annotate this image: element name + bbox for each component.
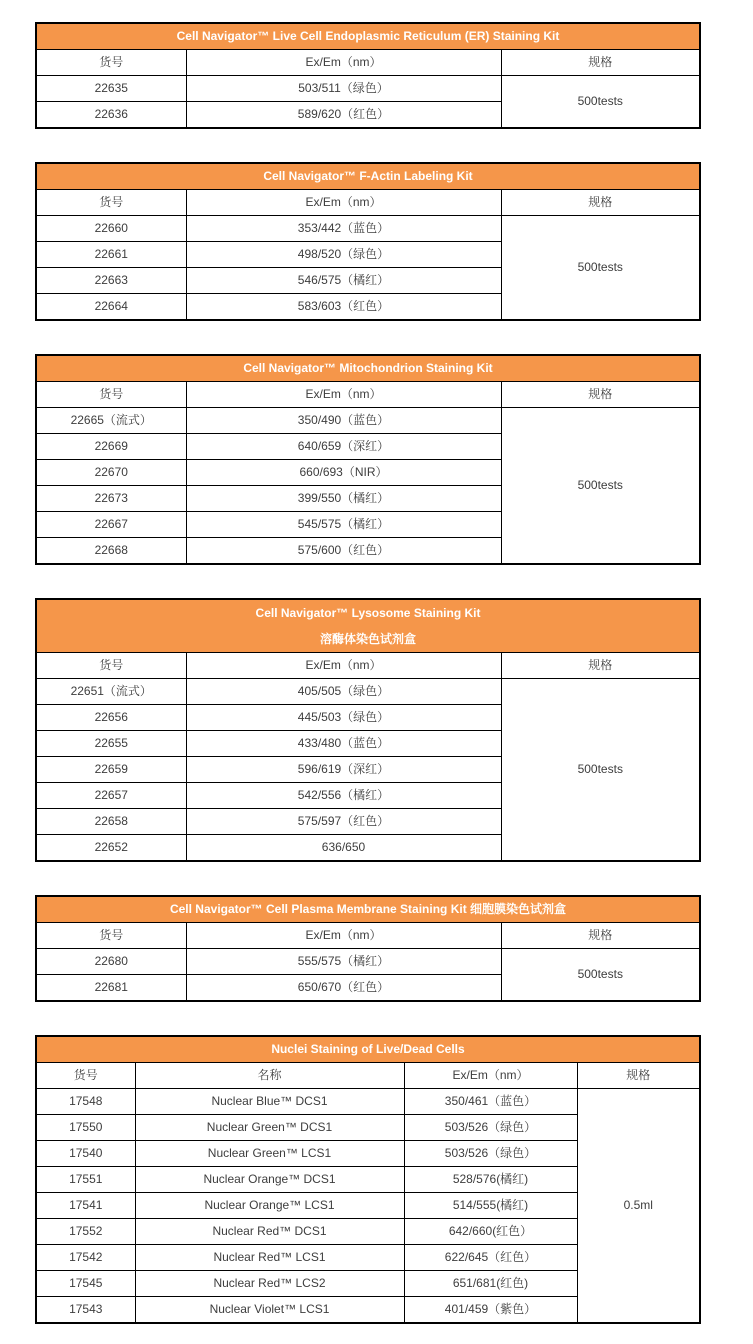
catalog-number-cell: 22670 — [36, 460, 186, 486]
column-header-catalog: 货号 — [36, 50, 186, 76]
catalog-number-cell: 22652 — [36, 835, 186, 862]
product-name-cell: Nuclear Violet™ LCS1 — [135, 1297, 404, 1324]
exem-cell: 528/576(橘红) — [404, 1167, 577, 1193]
spec-cell: 500tests — [501, 76, 700, 129]
column-header-spec: 规格 — [501, 653, 700, 679]
exem-cell: 350/490（蓝色） — [186, 408, 501, 434]
spec-cell: 500tests — [501, 949, 700, 1002]
table-title-bar — [36, 599, 700, 653]
column-header-row — [36, 50, 700, 76]
catalog-number-cell: 22665（流式） — [36, 408, 186, 434]
column-header-spec: 规格 — [501, 923, 700, 949]
column-header-spec: 规格 — [501, 50, 700, 76]
table-nuclei-staining-live-dead — [35, 1035, 701, 1324]
table-title-bar: Cell Navigator™ Cell Plasma Membrane Staining Kit 细胞膜染色试剂盒 — [36, 896, 700, 923]
exem-cell: 651/681(红色) — [404, 1271, 577, 1297]
exem-cell: 583/603（红色） — [186, 294, 501, 321]
catalog-number-cell: 17540 — [36, 1141, 135, 1167]
product-name-cell: Nuclear Red™ LCS2 — [135, 1271, 404, 1297]
catalog-number-cell: 22659 — [36, 757, 186, 783]
table-factin-labeling-kit — [35, 162, 701, 321]
exem-cell: 636/650 — [186, 835, 501, 862]
column-header-row — [36, 190, 700, 216]
catalog-number-cell: 22651（流式） — [36, 679, 186, 705]
column-header-exem: Ex/Em（nm） — [186, 50, 501, 76]
spec-cell: 500tests — [501, 216, 700, 321]
exem-cell: 503/526（绿色） — [404, 1115, 577, 1141]
exem-cell: 503/526（绿色） — [404, 1141, 577, 1167]
table-row — [36, 949, 700, 975]
exem-cell: 445/503（绿色） — [186, 705, 501, 731]
exem-cell: 514/555(橘红) — [404, 1193, 577, 1219]
catalog-number-cell: 22658 — [36, 809, 186, 835]
column-header-exem: Ex/Em（nm） — [186, 190, 501, 216]
catalog-number-cell: 22657 — [36, 783, 186, 809]
exem-cell: 622/645（红色） — [404, 1245, 577, 1271]
table-row — [36, 1089, 700, 1115]
column-header-exem: Ex/Em（nm） — [186, 653, 501, 679]
column-header-exem: Ex/Em（nm） — [404, 1063, 577, 1089]
exem-cell: 642/660(红色） — [404, 1219, 577, 1245]
table-row — [36, 679, 700, 705]
exem-cell: 546/575（橘红） — [186, 268, 501, 294]
column-header-row — [36, 1063, 700, 1089]
spec-cell: 500tests — [501, 679, 700, 862]
column-header-name: 名称 — [135, 1063, 404, 1089]
exem-cell: 542/556（橘红） — [186, 783, 501, 809]
catalog-number-cell: 17542 — [36, 1245, 135, 1271]
exem-cell: 555/575（橘红） — [186, 949, 501, 975]
column-header-catalog: 货号 — [36, 190, 186, 216]
exem-cell: 350/461（蓝色） — [404, 1089, 577, 1115]
column-header-spec: 规格 — [501, 190, 700, 216]
catalog-number-cell: 22664 — [36, 294, 186, 321]
column-header-row — [36, 382, 700, 408]
catalog-number-cell: 22660 — [36, 216, 186, 242]
table-title-bar: Cell Navigator™ Mitochondrion Staining Kit — [36, 355, 700, 382]
exem-cell: 575/597（红色） — [186, 809, 501, 835]
column-header-catalog: 货号 — [36, 382, 186, 408]
spec-cell: 0.5ml — [577, 1089, 700, 1324]
table-mitochondrion-staining-kit — [35, 354, 701, 565]
column-header-spec: 规格 — [577, 1063, 700, 1089]
catalog-number-cell: 22663 — [36, 268, 186, 294]
product-name-cell: Nuclear Red™ LCS1 — [135, 1245, 404, 1271]
catalog-number-cell: 17541 — [36, 1193, 135, 1219]
catalog-number-cell: 17552 — [36, 1219, 135, 1245]
table-title-line-cn: 溶酶体染色试剂盒 — [320, 632, 417, 646]
exem-cell: 660/693（NIR） — [186, 460, 501, 486]
catalog-number-cell: 22668 — [36, 538, 186, 565]
product-name-cell: Nuclear Red™ DCS1 — [135, 1219, 404, 1245]
table-lysosome-staining-kit — [35, 598, 701, 862]
exem-cell: 401/459（紫色） — [404, 1297, 577, 1324]
exem-cell: 405/505（绿色） — [186, 679, 501, 705]
exem-cell: 575/600（红色） — [186, 538, 501, 565]
exem-cell: 353/442（蓝色） — [186, 216, 501, 242]
column-header-catalog: 货号 — [36, 653, 186, 679]
table-plasma-membrane-staining-kit — [35, 895, 701, 1002]
exem-cell: 498/520（绿色） — [186, 242, 501, 268]
table-er-staining-kit — [35, 22, 701, 129]
table-row — [36, 216, 700, 242]
column-header-catalog: 货号 — [36, 1063, 135, 1089]
table-title-bar: Cell Navigator™ Live Cell Endoplasmic Reticulum (ER) Staining Kit — [36, 23, 700, 50]
catalog-number-cell: 22656 — [36, 705, 186, 731]
column-header-exem: Ex/Em（nm） — [186, 923, 501, 949]
table-title-bar: Nuclei Staining of Live/Dead Cells — [36, 1036, 700, 1063]
catalog-number-cell: 17548 — [36, 1089, 135, 1115]
catalog-number-cell: 22655 — [36, 731, 186, 757]
column-header-row — [36, 653, 700, 679]
catalog-number-cell: 22667 — [36, 512, 186, 538]
catalog-number-cell: 22636 — [36, 102, 186, 129]
exem-cell: 545/575（橘红） — [186, 512, 501, 538]
spec-cell: 500tests — [501, 408, 700, 565]
column-header-exem: Ex/Em（nm） — [186, 382, 501, 408]
catalog-number-cell: 17550 — [36, 1115, 135, 1141]
catalog-number-cell: 22635 — [36, 76, 186, 102]
column-header-catalog: 货号 — [36, 923, 186, 949]
table-row — [36, 76, 700, 102]
catalog-number-cell: 22669 — [36, 434, 186, 460]
exem-cell: 589/620（红色） — [186, 102, 501, 129]
product-name-cell: Nuclear Blue™ DCS1 — [135, 1089, 404, 1115]
catalog-number-cell: 22681 — [36, 975, 186, 1002]
exem-cell: 640/659（深红） — [186, 434, 501, 460]
table-title-line-en: Cell Navigator™ Lysosome Staining Kit — [255, 606, 481, 620]
exem-cell: 596/619（深红） — [186, 757, 501, 783]
table-row — [36, 408, 700, 434]
product-name-cell: Nuclear Green™ LCS1 — [135, 1141, 404, 1167]
catalog-number-cell: 22661 — [36, 242, 186, 268]
product-name-cell: Nuclear Orange™ DCS1 — [135, 1167, 404, 1193]
catalog-number-cell: 17551 — [36, 1167, 135, 1193]
catalog-number-cell: 17545 — [36, 1271, 135, 1297]
exem-cell: 503/511（绿色） — [186, 76, 501, 102]
exem-cell: 399/550（橘红） — [186, 486, 501, 512]
table-title-bar: Cell Navigator™ F-Actin Labeling Kit — [36, 163, 700, 190]
exem-cell: 433/480（蓝色） — [186, 731, 501, 757]
catalog-number-cell: 17543 — [36, 1297, 135, 1324]
exem-cell: 650/670（红色） — [186, 975, 501, 1002]
column-header-spec: 规格 — [501, 382, 700, 408]
column-header-row — [36, 923, 700, 949]
catalog-number-cell: 22680 — [36, 949, 186, 975]
product-name-cell: Nuclear Orange™ LCS1 — [135, 1193, 404, 1219]
product-name-cell: Nuclear Green™ DCS1 — [135, 1115, 404, 1141]
catalog-number-cell: 22673 — [36, 486, 186, 512]
